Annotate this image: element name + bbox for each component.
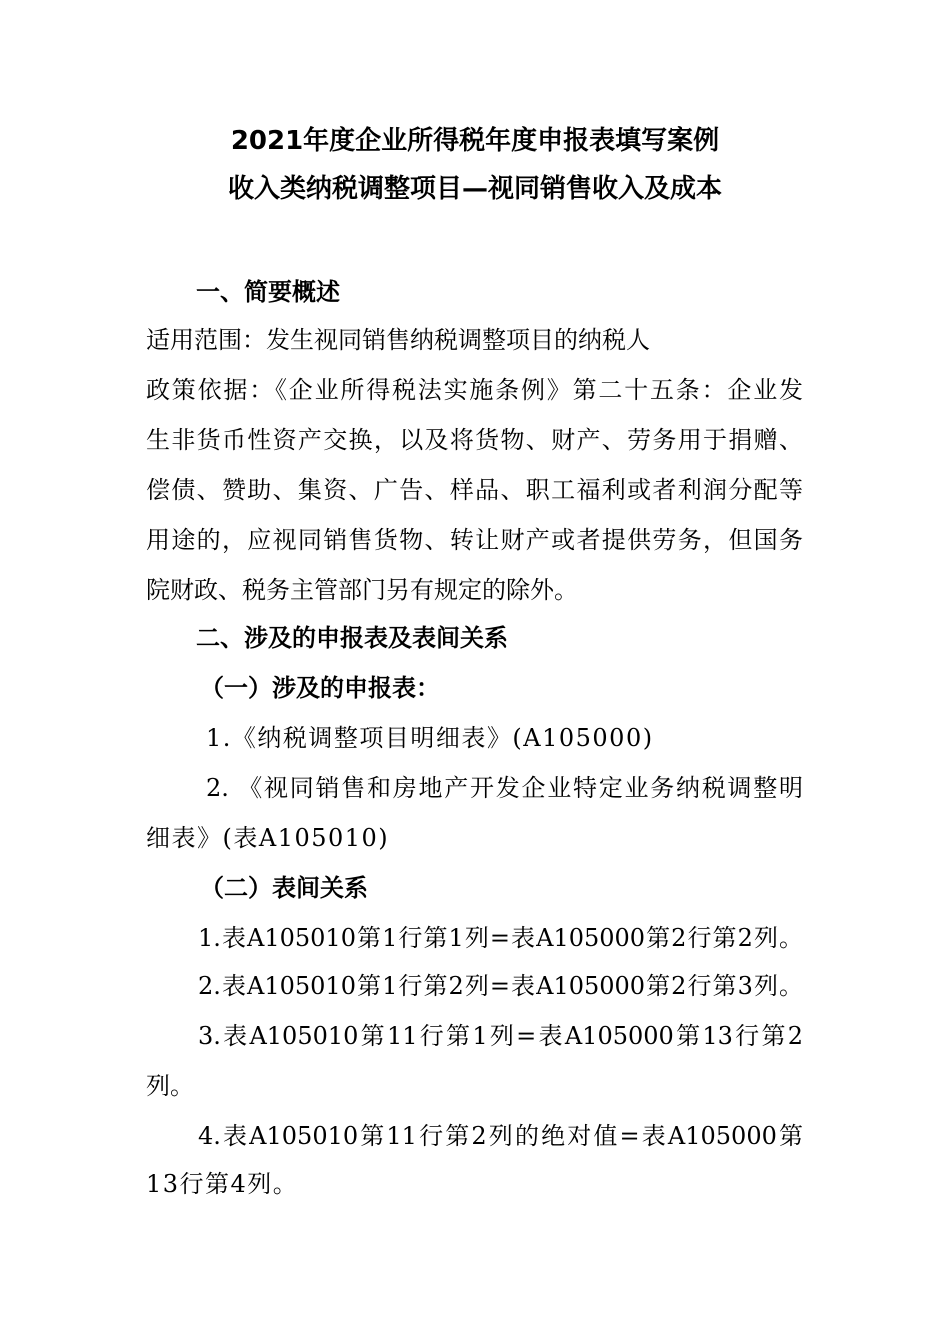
form-item-2-line-1: 2. 《视同销售和房地产开发企业特定业务纳税调整明: [206, 774, 803, 802]
subsection-2-heading: （二）表间关系: [200, 874, 368, 902]
section-1-heading: 一、简要概述: [196, 278, 340, 306]
relation-3-line-1: 3.表A105010第11行第1列=表A105000第13行第2: [198, 1022, 803, 1050]
relation-1: 1.表A105010第1行第1列=表A105000第2行第2列。: [198, 924, 803, 952]
form-item-2-line-2: 细表》(表A105010): [146, 824, 390, 852]
form-item-1: 1.《纳税调整项目明细表》(A105000): [206, 724, 654, 752]
title-line-1: 2021年度企业所得税年度申报表填写案例: [230, 126, 720, 156]
relation-2: 2.表A105010第1行第2列=表A105000第2行第3列。: [198, 972, 803, 1000]
relation-4-line-1: 4.表A105010第11行第2列的绝对值=表A105000第: [198, 1122, 803, 1150]
policy-line-4: 用途的，应视同销售货物、转让财产或者提供劳务，但国务: [146, 526, 803, 554]
relation-4-line-2: 13行第4列。: [146, 1170, 299, 1198]
policy-line-3: 偿债、赞助、集资、广告、样品、职工福利或者利润分配等: [146, 476, 803, 504]
title-line-2: 收入类纳税调整项目—视同销售收入及成本: [227, 174, 722, 204]
subsection-1-heading: （一）涉及的申报表：: [200, 674, 440, 702]
policy-line-5: 院财政、税务主管部门另有规定的除外。: [146, 576, 578, 604]
section-2-heading: 二、涉及的申报表及表间关系: [196, 624, 508, 652]
relation-3-line-2: 列。: [146, 1072, 194, 1100]
policy-line-1: 政策依据：《企业所得税法实施条例》第二十五条：企业发: [146, 376, 803, 404]
policy-line-2: 生非货币性资产交换，以及将货物、财产、劳务用于捐赠、: [146, 426, 803, 454]
scope-text: 适用范围：发生视同销售纳税调整项目的纳税人: [146, 326, 650, 354]
